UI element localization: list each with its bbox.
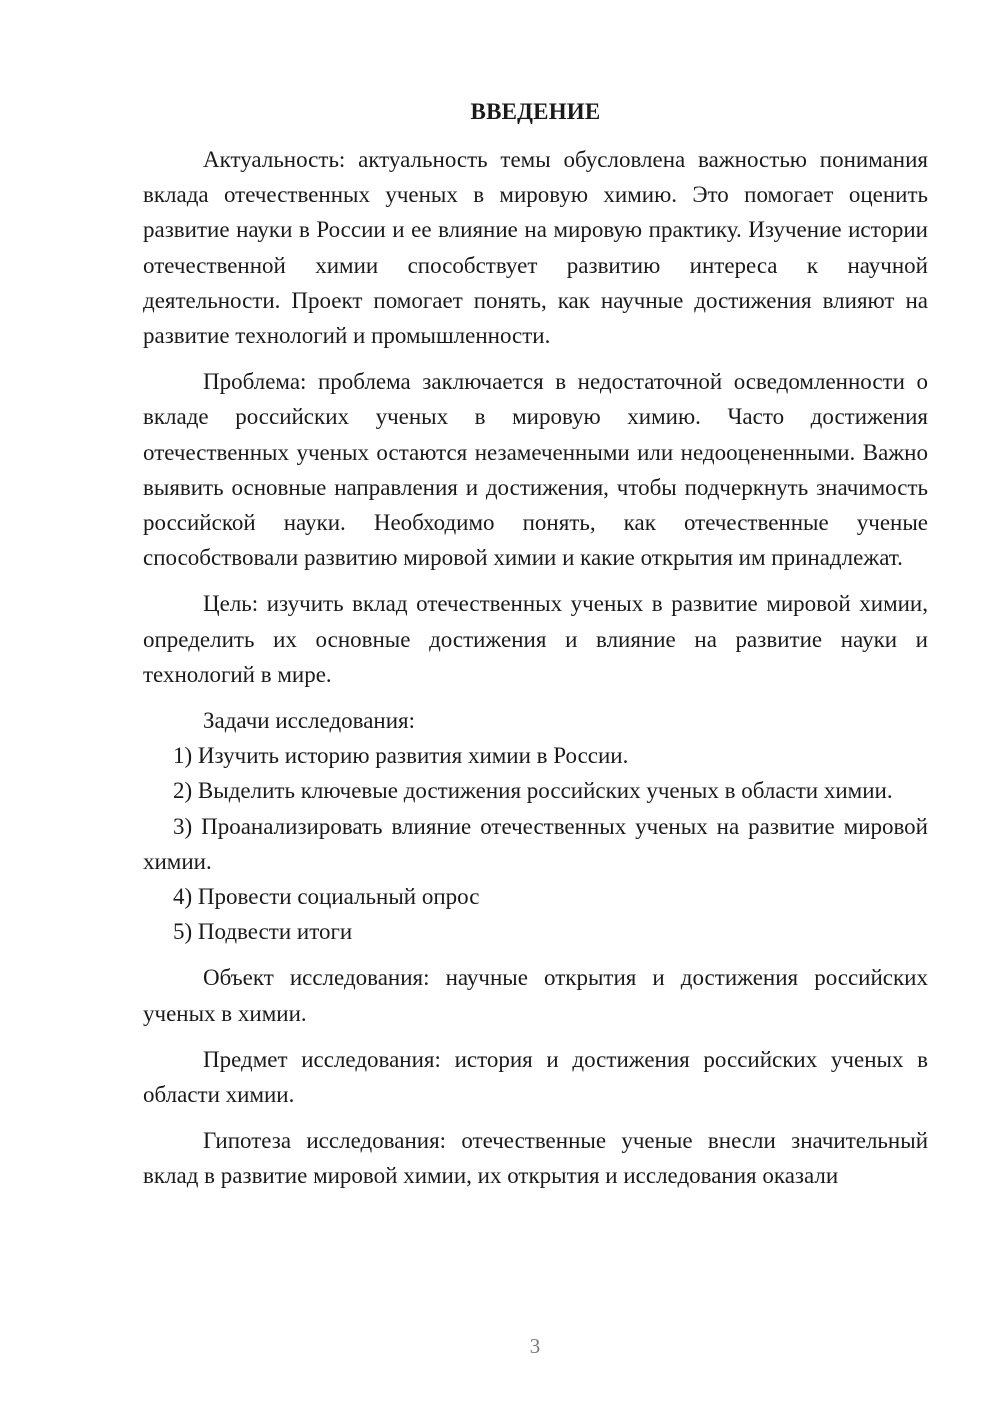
tasks-list bbox=[143, 738, 928, 949]
paragraph-relevance: Актуальность: актуальность темы обусловлена важностью понимания вклада отечественных ученых в мировую химию. Это помогает оценить развитие науки в России и ее влияние на мировую практику. Изучение истории отечественной химии способствует развитию интереса к научной деятельности. Проект помогает понять, как научные достижения влияют на развитие технологий и промышленности. bbox=[143, 147, 928, 349]
page-number: 3 bbox=[529, 1334, 541, 1358]
paragraph-goal: Цель: изучить вклад отечественных ученых в развитие мировой химии, определить их основные достижения и влияние на развитие науки и технологий в мире. bbox=[143, 591, 928, 687]
paragraph-problem: Проблема: проблема заключается в недостаточной осведомленности о вкладе российских ученых в мировую химию. Часто достижения отечественных ученых остаются незамеченными или недооцененными. Важно выявить основные направления и достижения, чтобы подчеркнуть значимость российской науки. Необходимо понять, как отечественные ученые способствовали развитию мировой химии и какие открытия им принадлежат. bbox=[143, 369, 928, 571]
task-item: 2) Выделить ключевые достижения российских ученых в области химии. bbox=[173, 778, 893, 804]
page-content bbox=[143, 94, 928, 1194]
paragraph-hypothesis: Гипотеза исследования: отечественные ученые внесли значительный вклад в развитие мировой химии, их открытия и исследования оказали bbox=[143, 1128, 928, 1189]
task-item: 1) Изучить историю развития химии в России. bbox=[173, 743, 629, 769]
task-item: 3) Проанализировать влияние отечественных ученых на развитие мировой химии. bbox=[143, 813, 928, 874]
paragraph-subject: Предмет исследования: история и достижения российских ученых в области химии. bbox=[143, 1046, 928, 1108]
paragraph-object: Объект исследования: научные открытия и достижения российских ученых в химии. bbox=[143, 965, 928, 1026]
task-item: 4) Провести социальный опрос bbox=[173, 884, 480, 910]
tasks-heading: Задачи исследования: bbox=[203, 708, 416, 734]
section-title: ВВЕДЕНИЕ bbox=[470, 99, 601, 124]
task-item: 5) Подвести итоги bbox=[173, 919, 353, 945]
